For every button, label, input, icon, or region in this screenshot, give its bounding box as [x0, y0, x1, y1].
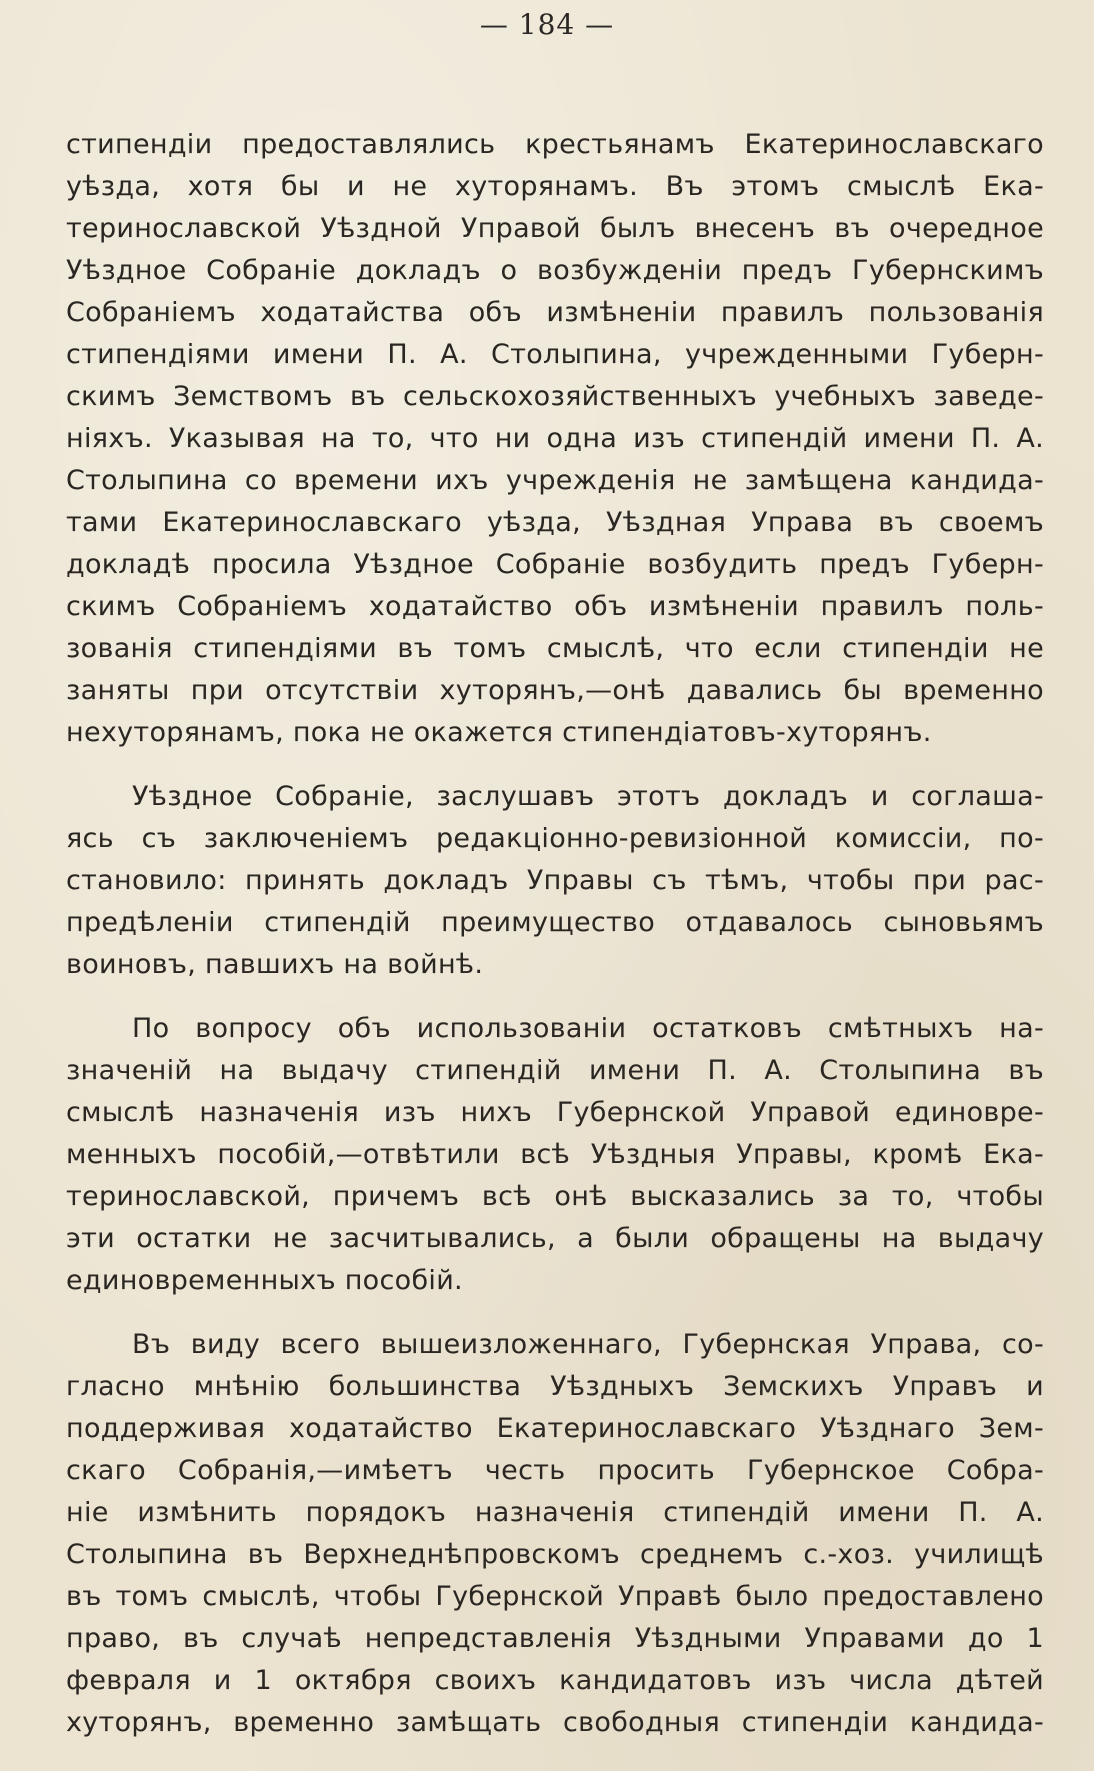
- text-line: Собраніемъ ходатайства объ измѣненіи правилъ пользованія: [66, 297, 1044, 328]
- text-line: стипендіями имени П. А. Столыпина, учрежденными Губерн-: [66, 339, 1044, 370]
- text-line: докладѣ просила Уѣздное Собраніе возбудить предъ Губерн-: [66, 549, 1044, 580]
- page-number: — 184 —: [479, 8, 615, 41]
- text-line: гласно мнѣнію большинства Уѣздныхъ Земскихъ Управъ и: [66, 1371, 1044, 1402]
- text-line: заняты при отсутствіи хуторянъ,—онѣ давались бы временно: [66, 675, 1044, 706]
- paragraph-2: [66, 776, 1044, 986]
- text-line: зованія стипендіями въ томъ смыслѣ, что если стипендіи не: [66, 633, 1044, 664]
- text-line: ясь съ заключеніемъ редакціонно-ревизіонной комиссіи, по-: [66, 823, 1044, 854]
- text-line: ніяхъ. Указывая на то, что ни одна изъ стипендій имени П. А.: [66, 423, 1044, 454]
- text-line: теринославской Уѣздной Управой былъ внесенъ въ очередное: [66, 213, 1044, 244]
- text-line: Въ виду всего вышеизложеннаго, Губернская Управа, со-: [132, 1329, 1044, 1360]
- text-line: нехуторянамъ, пока не окажется стипендіатовъ-хуторянъ.: [66, 717, 932, 748]
- text-line: теринославской, причемъ всѣ онѣ высказались за то, чтобы: [66, 1181, 1044, 1212]
- text-line: воиновъ, павшихъ на войнѣ.: [66, 949, 484, 980]
- text-line: Уѣздное Собраніе докладъ о возбужденіи предъ Губернскимъ: [66, 255, 1044, 286]
- text-line: менныхъ пособій,—отвѣтили всѣ Уѣздныя Управы, кромѣ Ека-: [66, 1139, 1044, 1170]
- paragraph-4: [66, 1324, 1044, 1744]
- text-line: ніе измѣнить порядокъ назначенія стипендій имени П. А.: [66, 1497, 1044, 1528]
- text-line: тами Екатеринославскаго уѣзда, Уѣздная Управа въ своемъ: [66, 507, 1044, 538]
- text-line: становило: принять докладъ Управы съ тѣмъ, чтобы при рас-: [66, 865, 1044, 896]
- text-line: хуторянъ, временно замѣщать свободныя стипендіи кандида-: [66, 1707, 1044, 1738]
- text-line: уѣзда, хотя бы и не хуторянамъ. Въ этомъ смыслѣ Ека-: [66, 171, 1044, 202]
- body-text: [66, 124, 1044, 1766]
- text-line: Столыпина въ Верхнеднѣпровскомъ среднемъ с.-хоз. училищѣ: [66, 1539, 1044, 1570]
- text-line: единовременныхъ пособій.: [66, 1265, 463, 1296]
- text-line: Столыпина со времени ихъ учрежденія не замѣщена кандида-: [66, 465, 1044, 496]
- text-line: поддерживая ходатайство Екатеринославскаго Уѣзднаго Зем-: [66, 1413, 1044, 1444]
- text-line: предѣленіи стипендій преимущество отдавалось сыновьямъ: [66, 907, 1044, 938]
- text-line: въ томъ смыслѣ, чтобы Губернской Управѣ было предоставлено: [66, 1581, 1044, 1612]
- text-line: эти остатки не засчитывались, а были обращены на выдачу: [66, 1223, 1044, 1254]
- text-line: Уѣздное Собраніе, заслушавъ этотъ докладъ и соглаша-: [132, 781, 1044, 812]
- text-line: право, въ случаѣ непредставленія Уѣздными Управами до 1: [66, 1623, 1044, 1654]
- paragraph-3: [66, 1008, 1044, 1302]
- text-line: скимъ Собраніемъ ходатайство объ измѣненіи правилъ поль-: [66, 591, 1044, 622]
- text-line: смыслѣ назначенія изъ нихъ Губернской Управой единовре-: [66, 1097, 1044, 1128]
- text-line: скаго Собранія,—имѣетъ честь просить Губернское Собра-: [66, 1455, 1044, 1486]
- text-line: значеній на выдачу стипендій имени П. А. Столыпина въ: [66, 1055, 1044, 1086]
- text-line: февраля и 1 октября своихъ кандидатовъ изъ числа дѣтей: [66, 1665, 1044, 1696]
- text-line: стипендіи предоставлялись крестьянамъ Екатеринославскаго: [66, 129, 1044, 160]
- text-line: скимъ Земствомъ въ сельскохозяйственныхъ учебныхъ заведе-: [66, 381, 1044, 412]
- text-line: По вопросу объ использованіи остатковъ смѣтныхъ на-: [132, 1013, 1044, 1044]
- paragraph-1: [66, 124, 1044, 754]
